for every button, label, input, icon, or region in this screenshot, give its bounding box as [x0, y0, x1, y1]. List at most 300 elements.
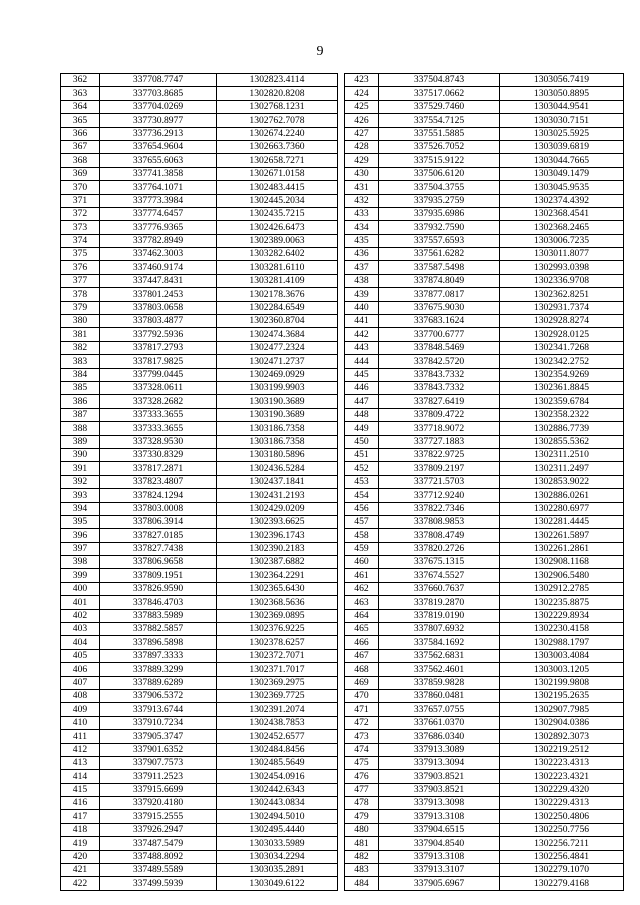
y-coordinate-cell: 1302368.4541	[500, 207, 624, 220]
point-number-cell: 366	[61, 127, 100, 140]
point-number-cell: 448	[345, 408, 379, 421]
point-number-cell: 372	[61, 207, 100, 220]
x-coordinate-cell: 337654.9604	[100, 140, 217, 153]
y-coordinate-cell: 1302261.2861	[500, 542, 624, 555]
table-row	[345, 743, 624, 756]
x-coordinate-cell: 337819.0190	[379, 609, 500, 622]
y-coordinate-cell: 1302442.6343	[217, 783, 338, 796]
y-coordinate-cell: 1302279.1070	[500, 864, 624, 877]
y-coordinate-cell: 1302853.9022	[500, 475, 624, 488]
y-coordinate-cell: 1302390.2183	[217, 542, 338, 555]
y-coordinate-cell: 1302230.4158	[500, 623, 624, 636]
x-coordinate-cell: 337529.7460	[379, 100, 500, 113]
x-coordinate-cell: 337910.7234	[100, 716, 217, 729]
table-row	[345, 770, 624, 783]
y-coordinate-cell: 1302358.2322	[500, 408, 624, 421]
y-coordinate-cell: 1303281.4109	[217, 274, 338, 287]
table-row	[345, 515, 624, 528]
table-row	[345, 716, 624, 729]
point-number-cell: 432	[345, 194, 379, 207]
y-coordinate-cell: 1302429.0209	[217, 502, 338, 515]
y-coordinate-cell: 1302362.8251	[500, 288, 624, 301]
point-number-cell: 382	[61, 341, 100, 354]
x-coordinate-cell: 337901.6352	[100, 743, 217, 756]
y-coordinate-cell: 1302426.6473	[217, 221, 338, 234]
point-number-cell: 397	[61, 542, 100, 555]
x-coordinate-cell: 337820.2726	[379, 542, 500, 555]
y-coordinate-cell: 1303045.9535	[500, 181, 624, 194]
point-number-cell: 380	[61, 315, 100, 328]
x-coordinate-cell: 337803.4877	[100, 315, 217, 328]
point-number-cell: 375	[61, 248, 100, 261]
table-row	[61, 194, 338, 207]
x-coordinate-cell: 337727.1883	[379, 435, 500, 448]
table-row	[61, 127, 338, 140]
x-coordinate-cell: 337703.8685	[100, 87, 217, 100]
x-coordinate-cell: 337712.9240	[379, 489, 500, 502]
table-row	[345, 569, 624, 582]
table-row	[345, 689, 624, 702]
y-coordinate-cell: 1303003.1205	[500, 663, 624, 676]
table-row	[345, 261, 624, 274]
y-coordinate-cell: 1302229.4313	[500, 797, 624, 810]
x-coordinate-cell: 337803.0658	[100, 301, 217, 314]
point-number-cell: 465	[345, 623, 379, 636]
y-coordinate-cell: 1302199.9808	[500, 676, 624, 689]
x-coordinate-cell: 337823.4807	[100, 475, 217, 488]
y-coordinate-cell: 1302378.6257	[217, 636, 338, 649]
table-row	[345, 100, 624, 113]
table-row	[61, 154, 338, 167]
x-coordinate-cell: 337913.3107	[379, 864, 500, 877]
x-coordinate-cell: 337904.6515	[379, 823, 500, 836]
table-row	[345, 395, 624, 408]
point-number-cell: 427	[345, 127, 379, 140]
x-coordinate-cell: 337827.0185	[100, 529, 217, 542]
x-coordinate-cell: 337462.3003	[100, 248, 217, 261]
point-number-cell: 483	[345, 864, 379, 877]
x-coordinate-cell: 337460.9174	[100, 261, 217, 274]
x-coordinate-cell: 337562.4601	[379, 663, 500, 676]
table-row	[61, 823, 338, 836]
y-coordinate-cell: 1302474.3684	[217, 328, 338, 341]
y-coordinate-cell: 1302393.6625	[217, 515, 338, 528]
point-number-cell: 387	[61, 408, 100, 421]
x-coordinate-cell: 337889.3299	[100, 663, 217, 676]
x-coordinate-cell: 337843.7332	[379, 368, 500, 381]
table-row	[345, 381, 624, 394]
point-number-cell: 428	[345, 140, 379, 153]
point-number-cell: 478	[345, 797, 379, 810]
x-coordinate-cell: 337817.2871	[100, 462, 217, 475]
point-number-cell: 484	[345, 877, 379, 890]
table-row	[345, 355, 624, 368]
point-number-cell: 408	[61, 689, 100, 702]
table-row	[345, 810, 624, 823]
x-coordinate-cell: 337860.0481	[379, 689, 500, 702]
table-row	[345, 864, 624, 877]
point-number-cell: 378	[61, 288, 100, 301]
point-number-cell: 458	[345, 529, 379, 542]
table-row	[345, 448, 624, 461]
x-coordinate-cell: 337736.2913	[100, 127, 217, 140]
x-coordinate-cell: 337913.3098	[379, 797, 500, 810]
x-coordinate-cell: 337817.9825	[100, 355, 217, 368]
table-row	[345, 221, 624, 234]
y-coordinate-cell: 1302369.0895	[217, 609, 338, 622]
y-coordinate-cell: 1302279.4168	[500, 877, 624, 890]
y-coordinate-cell: 1302376.9225	[217, 623, 338, 636]
point-number-cell: 403	[61, 623, 100, 636]
table-row	[61, 703, 338, 716]
y-coordinate-cell: 1303035.2891	[217, 864, 338, 877]
point-number-cell: 453	[345, 475, 379, 488]
table-row	[345, 783, 624, 796]
point-number-cell: 422	[61, 877, 100, 890]
point-number-cell: 447	[345, 395, 379, 408]
y-coordinate-cell: 1302389.0063	[217, 234, 338, 247]
y-coordinate-cell: 1303044.7665	[500, 154, 624, 167]
table-row	[345, 649, 624, 662]
point-number-cell: 441	[345, 315, 379, 328]
table-row	[345, 274, 624, 287]
x-coordinate-cell: 337932.7590	[379, 221, 500, 234]
point-number-cell: 389	[61, 435, 100, 448]
point-number-cell: 434	[345, 221, 379, 234]
y-coordinate-cell: 1303282.6402	[217, 248, 338, 261]
point-number-cell: 476	[345, 770, 379, 783]
table-row	[345, 422, 624, 435]
x-coordinate-cell: 337877.0817	[379, 288, 500, 301]
y-coordinate-cell: 1303190.3689	[217, 408, 338, 421]
point-number-cell: 367	[61, 140, 100, 153]
y-coordinate-cell: 1302928.8274	[500, 315, 624, 328]
y-coordinate-cell: 1302229.8934	[500, 609, 624, 622]
y-coordinate-cell: 1302256.7211	[500, 837, 624, 850]
x-coordinate-cell: 337675.1315	[379, 556, 500, 569]
point-number-cell: 459	[345, 542, 379, 555]
y-coordinate-cell: 1302820.8208	[217, 87, 338, 100]
point-number-cell: 467	[345, 649, 379, 662]
table-row	[61, 783, 338, 796]
table-row	[345, 462, 624, 475]
point-number-cell: 452	[345, 462, 379, 475]
x-coordinate-cell: 337721.5703	[379, 475, 500, 488]
y-coordinate-cell: 1302229.4320	[500, 783, 624, 796]
x-coordinate-cell: 337904.8540	[379, 837, 500, 850]
point-number-cell: 417	[61, 810, 100, 823]
x-coordinate-cell: 337700.6777	[379, 328, 500, 341]
y-coordinate-cell: 1302993.0398	[500, 261, 624, 274]
x-coordinate-cell: 337889.6289	[100, 676, 217, 689]
x-coordinate-cell: 337526.7052	[379, 140, 500, 153]
table-row	[61, 315, 338, 328]
y-coordinate-cell: 1302361.8845	[500, 381, 624, 394]
y-coordinate-cell: 1302477.2324	[217, 341, 338, 354]
point-number-cell: 379	[61, 301, 100, 314]
x-coordinate-cell: 337488.8092	[100, 850, 217, 863]
point-number-cell: 481	[345, 837, 379, 850]
point-number-cell: 466	[345, 636, 379, 649]
x-coordinate-cell: 337328.0611	[100, 381, 217, 394]
point-number-cell: 435	[345, 234, 379, 247]
table-row	[61, 181, 338, 194]
x-coordinate-cell: 337913.6744	[100, 703, 217, 716]
point-number-cell: 384	[61, 368, 100, 381]
table-row	[61, 877, 338, 890]
y-coordinate-cell: 1302342.2752	[500, 355, 624, 368]
table-row	[61, 569, 338, 582]
y-coordinate-cell: 1302354.9269	[500, 368, 624, 381]
y-coordinate-cell: 1302768.1231	[217, 100, 338, 113]
x-coordinate-cell: 337915.2555	[100, 810, 217, 823]
table-row	[61, 689, 338, 702]
table-row	[345, 154, 624, 167]
table-row	[345, 248, 624, 261]
point-number-cell: 374	[61, 234, 100, 247]
x-coordinate-cell: 337935.6986	[379, 207, 500, 220]
table-row	[61, 435, 338, 448]
point-number-cell: 413	[61, 756, 100, 769]
x-coordinate-cell: 337506.6120	[379, 167, 500, 180]
y-coordinate-cell: 1302371.7017	[217, 663, 338, 676]
y-coordinate-cell: 1302454.0916	[217, 770, 338, 783]
x-coordinate-cell: 337859.9828	[379, 676, 500, 689]
x-coordinate-cell: 337782.8949	[100, 234, 217, 247]
y-coordinate-cell: 1303050.8895	[500, 87, 624, 100]
x-coordinate-cell: 337515.9122	[379, 154, 500, 167]
y-coordinate-cell: 1302452.6577	[217, 730, 338, 743]
table-row	[345, 301, 624, 314]
point-number-cell: 405	[61, 649, 100, 662]
table-row	[61, 422, 338, 435]
point-number-cell: 482	[345, 850, 379, 863]
x-coordinate-cell: 337913.3094	[379, 756, 500, 769]
table-row	[345, 756, 624, 769]
y-coordinate-cell: 1303044.9541	[500, 100, 624, 113]
x-coordinate-cell: 337741.3858	[100, 167, 217, 180]
point-number-cell: 430	[345, 167, 379, 180]
x-coordinate-cell: 337792.5936	[100, 328, 217, 341]
x-coordinate-cell: 337704.0269	[100, 100, 217, 113]
point-number-cell: 426	[345, 114, 379, 127]
y-coordinate-cell: 1302219.2512	[500, 743, 624, 756]
table-row	[61, 74, 338, 87]
y-coordinate-cell: 1302280.6977	[500, 502, 624, 515]
table-row	[61, 864, 338, 877]
x-coordinate-cell: 337883.5989	[100, 609, 217, 622]
y-coordinate-cell: 1303006.7235	[500, 234, 624, 247]
table-row	[61, 100, 338, 113]
point-number-cell: 368	[61, 154, 100, 167]
table-row	[61, 221, 338, 234]
point-number-cell: 364	[61, 100, 100, 113]
table-row	[61, 636, 338, 649]
point-number-cell: 477	[345, 783, 379, 796]
point-number-cell: 444	[345, 355, 379, 368]
table-row	[61, 489, 338, 502]
x-coordinate-cell: 337561.6282	[379, 248, 500, 261]
point-number-cell: 411	[61, 730, 100, 743]
x-coordinate-cell: 337584.1692	[379, 636, 500, 649]
x-coordinate-cell: 337905.6967	[379, 877, 500, 890]
point-number-cell: 365	[61, 114, 100, 127]
point-number-cell: 415	[61, 783, 100, 796]
table-row	[61, 542, 338, 555]
x-coordinate-cell: 337905.3747	[100, 730, 217, 743]
y-coordinate-cell: 1302437.1841	[217, 475, 338, 488]
x-coordinate-cell: 337906.5372	[100, 689, 217, 702]
x-coordinate-cell: 337822.9725	[379, 448, 500, 461]
y-coordinate-cell: 1302374.4392	[500, 194, 624, 207]
point-number-cell: 438	[345, 274, 379, 287]
y-coordinate-cell: 1302471.2737	[217, 355, 338, 368]
table-row	[61, 248, 338, 261]
point-number-cell: 464	[345, 609, 379, 622]
table-row	[61, 556, 338, 569]
table-row	[61, 810, 338, 823]
point-number-cell: 414	[61, 770, 100, 783]
y-coordinate-cell: 1302369.7725	[217, 689, 338, 702]
y-coordinate-cell: 1302906.5480	[500, 569, 624, 582]
y-coordinate-cell: 1302886.7739	[500, 422, 624, 435]
table-row	[345, 74, 624, 87]
point-number-cell: 450	[345, 435, 379, 448]
point-number-cell: 396	[61, 529, 100, 542]
table-row	[345, 435, 624, 448]
table-row	[345, 288, 624, 301]
point-number-cell: 436	[345, 248, 379, 261]
y-coordinate-cell: 1302674.2240	[217, 127, 338, 140]
y-coordinate-cell: 1303186.7358	[217, 435, 338, 448]
point-number-cell: 469	[345, 676, 379, 689]
table-row	[345, 529, 624, 542]
x-coordinate-cell: 337328.2682	[100, 395, 217, 408]
table-row	[61, 395, 338, 408]
x-coordinate-cell: 337661.0370	[379, 716, 500, 729]
y-coordinate-cell: 1302435.7215	[217, 207, 338, 220]
table-row	[61, 609, 338, 622]
point-number-cell: 377	[61, 274, 100, 287]
y-coordinate-cell: 1302931.7374	[500, 301, 624, 314]
y-coordinate-cell: 1302762.7078	[217, 114, 338, 127]
y-coordinate-cell: 1302663.7360	[217, 140, 338, 153]
x-coordinate-cell: 337903.8521	[379, 783, 500, 796]
table-row	[345, 542, 624, 555]
x-coordinate-cell: 337926.2947	[100, 823, 217, 836]
table-row	[345, 140, 624, 153]
table-row	[61, 770, 338, 783]
table-row	[61, 716, 338, 729]
y-coordinate-cell: 1302431.2193	[217, 489, 338, 502]
point-number-cell: 393	[61, 489, 100, 502]
x-coordinate-cell: 337655.6063	[100, 154, 217, 167]
table-row	[61, 730, 338, 743]
y-coordinate-cell: 1303281.6110	[217, 261, 338, 274]
x-coordinate-cell: 337913.3108	[379, 810, 500, 823]
point-number-cell: 394	[61, 502, 100, 515]
point-number-cell: 451	[345, 448, 379, 461]
x-coordinate-cell: 337822.7346	[379, 502, 500, 515]
point-number-cell: 445	[345, 368, 379, 381]
table-row	[61, 743, 338, 756]
x-coordinate-cell: 337657.0755	[379, 703, 500, 716]
table-row	[61, 515, 338, 528]
table-row	[345, 797, 624, 810]
table-row	[345, 408, 624, 421]
point-number-cell: 461	[345, 569, 379, 582]
table-row	[61, 167, 338, 180]
x-coordinate-cell: 337683.1624	[379, 315, 500, 328]
y-coordinate-cell: 1302436.5284	[217, 462, 338, 475]
point-number-cell: 454	[345, 489, 379, 502]
x-coordinate-cell: 337911.2523	[100, 770, 217, 783]
point-number-cell: 383	[61, 355, 100, 368]
y-coordinate-cell: 1302855.5362	[500, 435, 624, 448]
point-number-cell: 392	[61, 475, 100, 488]
x-coordinate-cell: 337499.5939	[100, 877, 217, 890]
point-number-cell: 443	[345, 341, 379, 354]
table-row	[61, 837, 338, 850]
table-row	[61, 797, 338, 810]
x-coordinate-cell: 337935.2759	[379, 194, 500, 207]
x-coordinate-cell: 337806.9658	[100, 556, 217, 569]
point-number-cell: 398	[61, 556, 100, 569]
table-row	[61, 596, 338, 609]
y-coordinate-cell: 1302483.4415	[217, 181, 338, 194]
point-number-cell: 373	[61, 221, 100, 234]
table-row	[61, 328, 338, 341]
x-coordinate-cell: 337803.0008	[100, 502, 217, 515]
point-number-cell: 423	[345, 74, 379, 87]
point-number-cell: 424	[345, 87, 379, 100]
table-row	[61, 502, 338, 515]
x-coordinate-cell: 337843.7332	[379, 381, 500, 394]
table-row	[61, 756, 338, 769]
point-number-cell: 362	[61, 74, 100, 87]
y-coordinate-cell: 1302484.8456	[217, 743, 338, 756]
y-coordinate-cell: 1303199.9903	[217, 381, 338, 394]
y-coordinate-cell: 1302387.6882	[217, 556, 338, 569]
x-coordinate-cell: 337819.2870	[379, 596, 500, 609]
table-row	[61, 341, 338, 354]
table-row	[61, 529, 338, 542]
x-coordinate-cell: 337817.2793	[100, 341, 217, 354]
x-coordinate-cell: 337776.9365	[100, 221, 217, 234]
y-coordinate-cell: 1303033.5989	[217, 837, 338, 850]
table-row	[345, 730, 624, 743]
y-coordinate-cell: 1302223.4321	[500, 770, 624, 783]
table-row	[345, 341, 624, 354]
x-coordinate-cell: 337774.6457	[100, 207, 217, 220]
y-coordinate-cell: 1302823.4114	[217, 74, 338, 87]
y-coordinate-cell: 1302365.6430	[217, 582, 338, 595]
y-coordinate-cell: 1302372.7071	[217, 649, 338, 662]
point-number-cell: 457	[345, 515, 379, 528]
table-row	[345, 703, 624, 716]
point-number-cell: 406	[61, 663, 100, 676]
x-coordinate-cell: 337587.5498	[379, 261, 500, 274]
y-coordinate-cell: 1302469.0929	[217, 368, 338, 381]
y-coordinate-cell: 1302250.4806	[500, 810, 624, 823]
coordinates-table-left	[60, 73, 338, 891]
x-coordinate-cell: 337920.4180	[100, 797, 217, 810]
point-number-cell: 420	[61, 850, 100, 863]
y-coordinate-cell: 1303049.6122	[217, 877, 338, 890]
table-row	[61, 663, 338, 676]
x-coordinate-cell: 337842.5720	[379, 355, 500, 368]
x-coordinate-cell: 337708.7747	[100, 74, 217, 87]
